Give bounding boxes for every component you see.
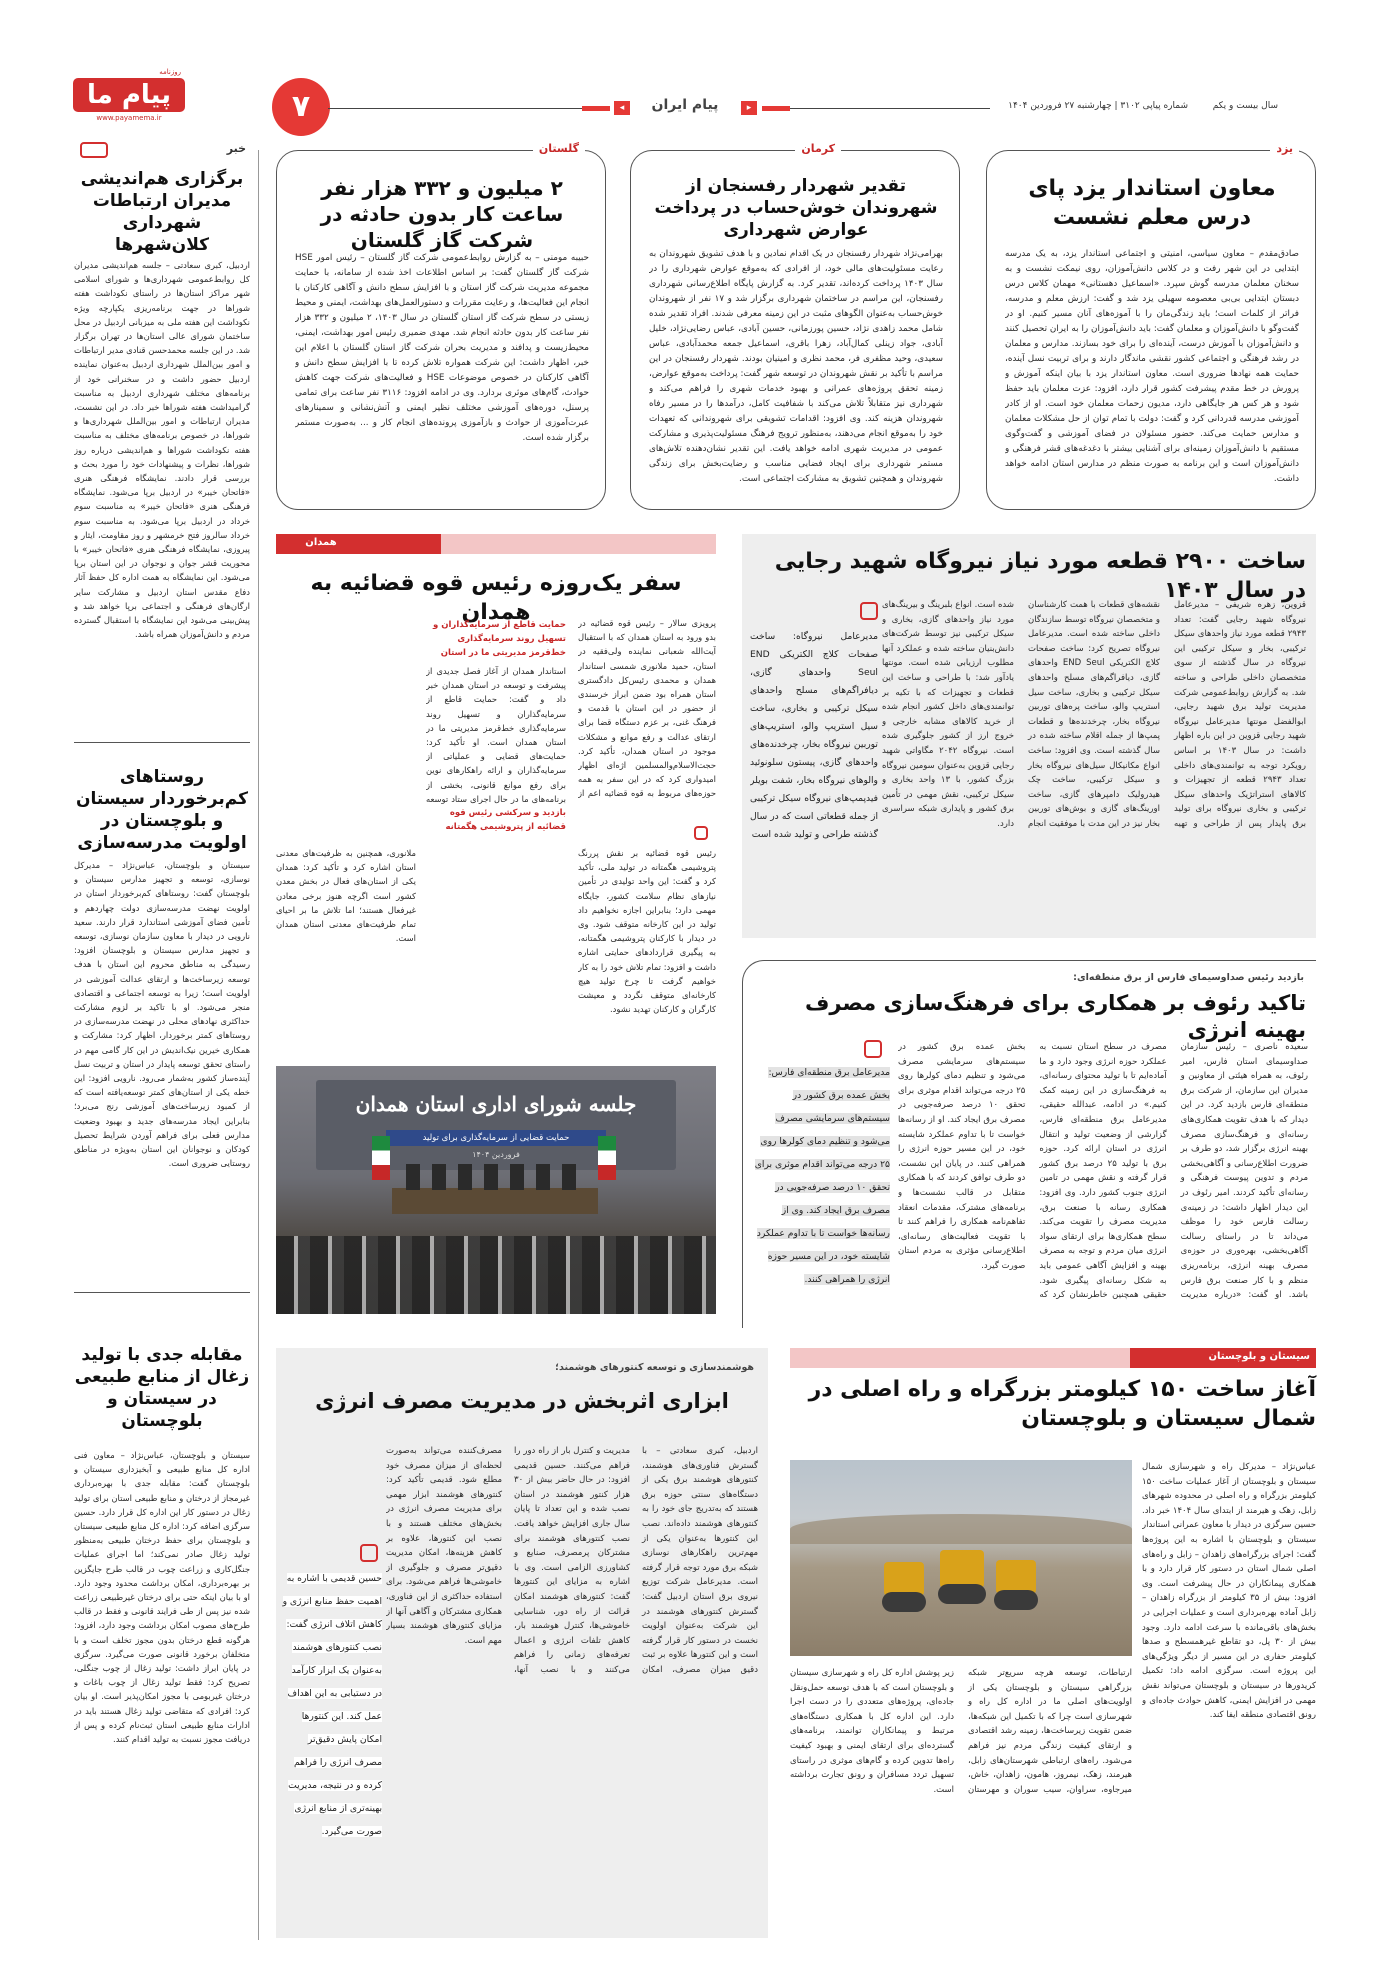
flag-icon: [598, 1136, 616, 1180]
article-body: سعیده ناصری – رئیس سازمان صداوسیمای استان فارس، امیر رئوف، به همراه هیئتی از معاونین و مدیران این سازمان، از شرکت برق منطقه‌ای فارس بازدید کرد. در این دیدار که با هدف تقویت همکاری‌های رسانه‌ای و فرهنگ‌سازی مصرف بهینه انرژی برگزار شد، دو طرف بر ضرورت اطلاع‌رسانی و آگاهی‌بخشی مردم و تدوین پیوست فرهنگی و رسانه‌ای تأکید کردند. امیر رئوف در این دیدار اظهار داشت: در زمینه‌ی رسالت فارس خود را موظف می‌داند تا در راستای رسالت آگاهی‌بخشی، بهره‌وری در حوزه‌ی مصرف بهینه انرژی، برنامه‌ریزی منظم و با کار صنعت برق فارس باشد. او گفت: «درباره مدیریت مصرف در سطح استان نسبت به عملکرد حوزه انرژی وجود دارد و ما آماده‌ایم تا با تولید محتوای رسانه‌ای، به فرهنگ‌سازی در این زمینه کمک کنیم.» در ادامه، عبدالله حقیقی، مدیرعامل برق منطقه‌ای فارس، گزارشی از وضعیت تولید و انتقال انرژی در استان ارائه کرد. حوزه برق با تولید ۲۵ درصد برق کشور قرار گرفته و نقش مهمی در تامین انرژی جنوب کشور دارد. وی افزود: همکاری رسانه با صنعت برق، مدیریت مصرف را تقویت می‌کند. سطح همکاری‌ها برای ارتقای سواد انرژی میان مردم و توجه به مصرف بهینه و افزایش آگاهی عمومی باید به شکل رسانه‌ای پیگیری شود. حقیقی همچنین خاطرنشان کرد که بخش عمده برق کشور در سیستم‌های سرمایشی مصرف می‌شود و تنظیم دمای کولرها روی ۲۵ درجه می‌تواند اقدام موثری برای تحقق ۱۰ درصد صرفه‌جویی در مصرف برق ایجاد کند. او از رسانه‌ها خواست تا با تداوم عملکرد شایسته خود، در این مسیر حوزه انرژی را همراهی کنند. در پایان این نشست، دو طرف توافق کردند که با همکاری متقابل در قالب نشست‌ها و برنامه‌های مشترک، مقدمات انعقاد تفاهم‌نامه همکاری را فراهم کنند تا با تقویت فعالیت‌های رسانه‌ای، اطلاع‌رسانی مؤثری به مردم استان صورت گیرد.: [898, 1042, 1308, 1301]
quote-text: مدیرعامل برق منطقه‌ای فارس: بخش عمده برق کشور در سیستم‌های سرمایشی مصرف می‌شود و تنظیم دمای کولرها روی ۲۵ درجه می‌تواند اقدام موثری برای تحقق ۱۰ درصد صرفه‌جویی در مصرف برق ایجاد کند. وی از رسانه‌ها خواست تا با تداوم عملکرد شایسته خود، در این مسیر حوزه انرژی را همراهی کنند.: [754, 1067, 890, 1285]
article-title: سفر یک‌روزه رئیس قوه قضائیه به همدان: [310, 571, 682, 625]
article-quote-1: حمایت قاطع از سرمایه‌گذاران و تسهیل روند سرمایه‌گذاری خط‌قرمز مدیریتی ما در استان: [433, 620, 566, 658]
article-body: حبیبه مومنی – به گزارش روابط‌عمومی شرکت گاز گلستان – رئیس امور HSE شرکت گاز گلستان گفت: بر اساس اطلاعات اخذ شده از سامانه، با حمایت مجموعه مدیریت شرکت گاز استان و با افزایش سطح دانش و آگاهی کارکنان با انجام این فعالیت‌ها، و رعایت مقررات و دستورالعمل‌های بهداشت، ایمنی و محیط زیستی در سطح شرکت گاز استان گلستان در سال ۱۴۰۳، ۲ میلیون و ۳۳۲ هزار نفر ساعت کار بدون حادثه انجام شد. مهدی ضمیری رئیس امور بهداشت، ایمنی، محیط‌زیست و پدافند و مدیریت بحران شرکت گاز استان گلستان با اعلام این خبر، اظهار داشت: این شرکت همواره تلاش کرده تا با افزایش سطح دانش و آگاهی کارکنان در خصوص موضوعات HSE و فعالیت‌های شرکت جهت کاهش حوادث، گام‌های موثری بردارد. وی در ادامه افزود: ۳۱۱۶ نفر ساعت برای تمامی پرسنل، دوره‌های آموزشی مختلف نظیر ایمنی و آتش‌نشانی و سمینارهای عبرت‌آموزی از حوادث و بازآموزی پرونده‌های انجام کار و ... به‌صورت مستمر برگزار شده است.: [295, 253, 589, 443]
road-roller: [884, 1562, 924, 1596]
article-title: معاون استاندار یزد پای درس معلم نشست: [1028, 176, 1276, 230]
article-tag: سیستان و بلوچستان: [1208, 1351, 1310, 1362]
audience: [276, 1236, 716, 1314]
article-body-2: رئیس قوه قضائیه بر نقش پررنگ پتروشیمی هگمتانه در تولید ملی، تأکید کرد و گفت: این واحد تولیدی در تأمین نیازهای نظام سلامت کشور، جایگاه مهمی دارد؛ بنابراین اجازه نخواهیم داد تولید در این کارخانه متوقف شود. وی در دیدار با کارکنان پتروشیمی هگمتانه، به پیگیری قراردادهای حمایتی اشاره داشت و افزود: تمام تلاش خود را به کار خواهیم گرفت تا چرخ تولید هیچ کارخانه‌ای متوقف نگردد و معیشت کارگران و کارکنان تهدید نشود.: [578, 848, 716, 1015]
article-quote: [282, 1566, 382, 1886]
logo-url: www.payamema.ir: [96, 114, 162, 122]
article-tag: یزد: [1270, 142, 1299, 155]
article-body: سیستان و بلوچستان، عباس‌نژاد – مدیرکل نوسازی، توسعه و تجهیز مدارس سیستان و بلوچستان گفت: روستاهای کم‌برخوردار استان در اولویت نهضت مدرسه‌سازی دولت چهاردهم و تأمین فضای آموزشی استاندارد قرار دارند. سعید نارویی در دیدار با معاون سازمان نوسازی، توسعه و تجهیز مدارس سیستان و بلوچستان افزود: رسیدگی به مناطق محروم این استان با هدف توسعه زیرساخت‌ها و ارتقای عدالت آموزشی در اولویت است؛ زیرا به توسعه اجتماعی و اقتصادی منجر می‌شود. او با تاکید بر لزوم مشارکت حداکثری نهادهای محلی در نهضت مدرسه‌سازی در روستاهای کمتر برخوردار، اظهار کرد: مشارکت و همکاری خیرین نیک‌اندیش در این کار گامی مهم در راستای تحقق توسعه پایدار در استان و تربیت نسل آینده‌ساز کشور به‌شمار می‌رود. نارویی افزود: این خطه یکی از استان‌های کمتر توسعه‌یافته است که از کمبود زیرساخت‌های آموزشی رنج می‌برد؛ بنابراین ایجاد مدرسه‌های جدید و بهبود وضعیت مدارس فعلی برای فراهم آوردن شرایط تحصیل کودکان و نوجوانان این استان به‌ویژه در مناطق روستایی ضروری است.: [74, 860, 250, 1169]
page-number: ۷: [291, 89, 311, 124]
article-khabar: [74, 140, 250, 720]
article-body-3b: [276, 618, 416, 842]
flag-icon: [372, 1136, 390, 1180]
article-title: ابزاری اثربخش در مدیریت مصرف انرژی: [315, 1389, 729, 1413]
header-accent-right: [762, 106, 790, 111]
quote-icon: [360, 1544, 378, 1562]
article-golestan: [276, 142, 606, 510]
article-title: تقدیر شهردار رفسنجان از شهروندان خوش‌حساب در پرداخت عوارض شهرداری: [654, 176, 938, 241]
divider: [74, 1292, 250, 1293]
photo-banner-date: فروردین ۱۴۰۴: [472, 1150, 520, 1159]
road-roller: [940, 1550, 984, 1588]
hills: [790, 1514, 1132, 1544]
article-body-1: پرویزی سالار – رئیس قوه قضائیه در بدو ورود به استان همدان که با استقبال آیت‌الله شعبانی نماینده ولی‌فقیه در استان، حمید ملانوری شمسی استاندار همدان و محمدی رئیس‌کل دادگستری استان همراه بود ضمن ابراز خرسندی از حضور در این استان با قدمت و فرهنگ غنی، بر عزم دستگاه قضا برای ارتقای عدالت و رفع موانع و مشکلات موجود در استان همدان، تأکید کرد. حجت‌الاسلام‌والمسلمین اژه‌ای اظهار امیدواری کرد که در این سفر به همه حوزه‌های مربوط به قوه قضائیه اعم از: [578, 618, 716, 799]
photo-banner-subtitle: حمایت قضایی از سرمایه‌گذاری برای تولید: [386, 1130, 606, 1146]
article-title: آغاز ساخت ۱۵۰ کیلومتر بزرگراه و راه اصلی در شمال سیستان و بلوچستان: [808, 1377, 1316, 1431]
article-title: تاکید رئوف بر همکاری برای فرهنگ‌سازی مصرف بهینه انرژی: [805, 991, 1306, 1043]
photo-banner-title: جلسه شورای اداری استان همدان: [355, 1092, 637, 1116]
section-title-text: پیام ایران: [651, 97, 719, 113]
article-body-2: ارتباطات، توسعه هرچه سریع‌تر شبکه بزرگراهی سیستان و بلوچستان یکی از اولویت‌های اصلی ما در اداره کل راه و شهرسازی است چرا که با تکمیل این شبکه‌ها، ضمن تقویت زیرساخت‌ها، زمینه رشد اقتصادی و ارتقای کیفیت زندگی مردم نیز فراهم می‌شود. راه‌های ارتباطی شهرستان‌های زابل، هیرمند، زهک، نیمروز، هامون، زاهدان، خاش، میرجاوه، سراوان، سیب سوران و مهرستان زیر پوشش اداره کل راه و شهرسازی سیستان و بلوچستان است که با هدف توسعه حمل‌ونقل جاده‌ای، پروژه‌های متعددی را در دست اجرا دارد. این اداره کل با همکاری دستگاه‌های مرتبط و پیمانکاران توانمند، برنامه‌های گسترده‌ای برای ارتقای ایمنی و بهبود کیفیت راه‌ها تدوین کرده و گام‌های موثری در راستای تسهیل تردد مسافران و رونق تجارت برداشته است.: [790, 1668, 1132, 1795]
logo-text: پیام ما: [86, 80, 172, 110]
article-rajaee: [742, 534, 1316, 938]
nav-next-icon[interactable]: ▸: [741, 101, 757, 115]
article-title: روستاهای کم‌برخوردار سیستان و بلوچستان در اولویت مدرسه‌سازی: [76, 767, 248, 854]
article-title: مقابله جدی با تولید زغال از منابع طبیعی در سیستان و بلوچستان: [74, 1345, 250, 1432]
quote-icon: [694, 826, 708, 840]
roller-drum: [994, 1590, 1038, 1610]
article-villages: [74, 754, 250, 1294]
article-fars: [742, 960, 1316, 1328]
road-construction-photo: [790, 1460, 1132, 1656]
hamedan-photo: [276, 1066, 716, 1314]
officials-row: [406, 1164, 586, 1190]
article-tag: گلستان: [533, 142, 585, 155]
article-body: صادق‌مقدم – معاون سیاسی، امنیتی و اجتماعی استاندار یزد، به یک مدرسه ابتدایی در این شهر رفت و در کلاس دانش‌آموزان، روی نیمکت نشست و به سخنان معلمان مدرسه گوش سپرد. «اسماعیل دهستانی» مهمان کلاس درس دبستان ابتدایی بی‌بی معصومه سهیلی یزد شد و گفت: ارزش معلم و مدرسه، فراتر از کلمات است؛ باید زندگی‌مان را با آموزه‌های آنان مسیر کنیم. او در گفت‌وگو با دانش‌آموزان و معلمان گفت: باید دانش‌آموزان را به ایران تحصیل کنند و دانش‌آموزان با آموزش درست، آینده‌ای را برای خود بسازند. مدارس و معلمان در رشد فرهنگی و اجتماعی کشور نقشی ماندگار دارند و برای تربیت نسل آینده، حمایت همه نهادها ضروری است. معاون استاندار یزد با بیان اینکه آموزش و پرورش در خط مقدم پیشرفت کشور قرار دارد، افزود: عزت معلمان باید حفظ شود و هر کس هر جایگاهی دارد، مدیون زحمات معلمان خود است. او از کادر آموزشی مدرسه قدردانی کرد و گفت: دولت با تمام توان از حل مشکلات معلمان و مدارس حمایت می‌کند. حضور مسئولان در فضای آموزشی و گفت‌وگوی مستقیم با دانش‌آموزان زمینه‌ای برای آشنایی بیشتر با دغدغه‌های قشر فرهنگی و دانش‌آموزان است و این برنامه به صورت منظم در مدارس استان ادامه خواهد داشت.: [1005, 249, 1299, 484]
issue-date: شماره پیاپی ۳۱۰۲ | چهارشنبه ۲۷ فروردین ۱۴۰۴: [1008, 101, 1188, 111]
article-body: بهرامی‌نژاد شهردار رفسنجان در یک اقدام نمادین و با هدف تشویق شهروندان به رعایت مسئولیت‌های مالی خود، از افرادی که به‌موقع عوارض شهرداری را در سال ۱۴۰۳ پرداخت کرده‌اند، تقدیر کرد. به گزارش پایگاه اطلاع‌رسانی شهرداری رفسنجان، این مراسم در ساختمان شهرداری برگزار شد و ۱۷ نفر از شهروندان خوش‌حساب به‌عنوان الگوهای مثبت در این زمینه معرفی شدند. افراد تقدیر شده شامل محمد زاهدی نژاد، حسین پورزمانی، حسین آبادی، عباس رضایی‌نژاد، خلیل آبادی، جواد زینلی کمال‌آباد، زهرا باقری، اسماعیل جمعه محمدآبادی، عباس سعیدی، وحید مظفری فر، محمد نظری و امینیان بودند. شهردار رفسنجان در این مراسم با تأکید بر نقش شهروندان در توسعه شهر گفت: پرداخت به‌موقع عوارض، زمینه تحقق پروژه‌های عمرانی و بهبود خدمات شهری را فراهم می‌کند و شهرداری نیز متقابلاً تلاش می‌کند با شفافیت کامل، درآمدها را در مسیر رفاه شهروندان هزینه کند. وی افزود: اقدامات تشویقی برای شهروندانی که تعهدات خود را به‌موقع انجام می‌دهند، به‌منظور ترویج فرهنگ مسئولیت‌پذیری و مشارکت عمومی در مدیریت شهری ادامه خواهد یافت. این تقدیر نشان‌دهنده تلاش‌های مستمر شهرداری برای ایجاد فضایی مناسب و رضایت‌بخش برای زندگی شهروندان و همچنین تشویق به مشارکت اجتماعی است.: [649, 249, 943, 484]
article-kicker: بازدید رئیس صداوسیمای فارس از برق منطقه‌ای:: [1073, 972, 1304, 983]
article-hamedan: [276, 534, 716, 1054]
quote-icon: [864, 1040, 882, 1058]
road-roller: [996, 1560, 1036, 1594]
head-table: [392, 1188, 598, 1214]
quote-text: حسین قدیمی با اشاره به اهمیت حفظ منابع انرژی و کاهش اتلاف انرژی گفت: نصب کنتورهای هوشمند به‌عنوان یک ابزار کارآمد در دستیابی به این اهداف عمل کند. این کنتورها امکان پایش دقیق‌تر مصرف انرژی را فراهم کرده و در نتیجه، مدیریت بهینه‌تری از منابع انرژی صورت می‌گیرد.: [282, 1573, 382, 1837]
article-body-1: عباس‌نژاد – مدیرکل راه و شهرسازی شمال سیستان و بلوچستان از آغاز عملیات ساخت ۱۵۰ کیلومتر بزرگراه و راه اصلی در محدوده شهرهای زابل، زهک و هیرمند از ابتدای سال ۱۴۰۴ خبر داد. حسین سرگزی در دیدار با معاون عمرانی استاندار سیستان و بلوچستان با اشاره به این پروژه‌ها گفت: اجرای بزرگراه‌های زاهدان – زابل و راه‌های اصلی شمال استان در دستور کار قرار دارد و با همکاری پیمانکاران در حال پیشرفت است. وی افزود: بیش از ۳۵ کیلومتر از بزرگراه زاهدان – زابل آماده بهره‌برداری است و عملیات اجرایی در بخش‌های باقی‌مانده با سرعت ادامه دارد. وجود بیش از ۳۰ پل، دو تقاطع غیرهمسطح و صدها کیلومتر حفاری در این مسیر از دیگر ویژگی‌های این پروژه است. سرگزی ادامه داد: تکمیل کریدورها در سیستان و بلوچستان می‌تواند نقش مهمی در افزایش ایمنی، کاهش حوادث جاده‌ای و رونق اقتصادی منطقه ایفا کند.: [1142, 1462, 1316, 1721]
article-charcoal: [74, 1300, 250, 1940]
khabar-logo-icon: [80, 142, 108, 158]
article-quote: مدیرعامل نیروگاه: ساخت صفحات کلاچ الکتریکی END Seul واحدهای گازی، دیافراگم‌های مسلح واحدهای سیکل ترکیبی و بخاری، ساخت سیل استریپ والو، استریپ‌های توربین نیروگاه بخار، چرخدنده‌های واحدهای گازی، پیستون سلونوئید والوهای نیروگاه بخار، شفت بویلر فیدپمپ‌های نیروگاه سیکل ترکیبی از جمله قطعاتی است که در سال گذشته طراحی و تولید شده است: [750, 631, 878, 840]
article-title: برگزاری هم‌اندیشی مدیران ارتباطات شهرداری کلان‌شهرها: [80, 169, 244, 256]
article-kicker: هوشمندسازی و توسعه کنتورهای هوشمند؛: [555, 1362, 754, 1373]
nav-prev-icon[interactable]: ◂: [614, 101, 630, 115]
article-kerman: [630, 142, 960, 510]
header-accent-left: [582, 106, 610, 111]
quote-icon: [860, 602, 878, 620]
article-body: قزوین، زهره شریفی – مدیرعامل نیروگاه شهید رجایی گفت: تعداد ۲۹۴۳ قطعه مورد نیاز واحدهای سیکل ترکیبی، بخار و سیکل ترکیبی این نیروگاه در سال گذشته از سوی متخصصان داخلی طراحی و ساخته شد. به گزارش روابط‌عمومی شرکت مدیریت تولید برق شهید رجایی، ابوالفضل مونتها مدیرعامل نیروگاه شهید رجایی قزوین در این باره اظهار داشت: در سال ۱۴۰۳ بر اساس رویکرد توجه به توانمندی‌های داخلی تعداد ۲۹۴۳ قطعه از تجهیزات و کالاهای استراتژیک واحدهای سیکل ترکیبی و بخاری نیروگاه برای تولید برق پایدار پس از طراحی و تهیه نقشه‌های قطعات با همت کارشناسان و متخصصان نیروگاه توسط سازندگان داخلی ساخته شده است. مدیرعامل نیروگاه تصریح کرد: ساخت صفحات کلاچ الکتریکی END Seul واحدهای گازی، دیافراگم‌های مسلح واحدهای سیکل ترکیبی و بخاری، ساخت سیل استریپ والو، ساخت پره‌های توربین نیروگاه بخار، چرخدنده‌ها و قطعات پمپ‌ها از جمله اقلام ساخته شده در سال گذشته است. وی افزود: ساخت انواع مکانیکال سیل‌های نیروگاه بخار و سیکل ترکیبی، ساخت چک هیدرولیک دامپرهای گازی، ساخت اورینگ‌های گازی و بوش‌های توربین بخار نیز در این مدت با موفقیت انجام شده است. انواع بلبرینگ و بیرینگ‌های مورد نیاز واحدهای گازی، بخاری و سیکل ترکیبی نیز توسط شرکت‌های دانش‌بنیان ساخته شده و عملکرد آنها مطلوب ارزیابی شده است. مونتها یادآور شد: با طراحی و ساخت این قطعات و تجهیزات که با تکیه بر توانمندی‌های داخل کشور انجام شده از خرید کالاهای مشابه خارجی و خروج ارز از کشور جلوگیری شده است. نیروگاه ۲۰۴۲ مگاواتی شهید رجایی قزوین به‌عنوان سومین نیروگاه بزرگ کشور، با ۱۳ واحد بخاری و سیکل ترکیبی، نقش مهمی در تأمین برق کشور و پایداری شبکه سراسری دارد.: [882, 600, 1306, 829]
year-issue: سال بیست و یکم: [1212, 101, 1278, 111]
masthead: [0, 0, 1378, 140]
article-title: ساخت ۲۹۰۰ قطعه مورد نیاز نیروگاه شهید رجایی در سال ۱۴۰۳: [774, 549, 1306, 603]
article-body-3: استاندار همدان از آغاز فصل جدیدی از پیشرفت و توسعه در استان همدان خبر داد و گفت: حمایت قاطع از سرمایه‌گذاران و تسهیل روند سرمایه‌گذاری خط‌قرمز مدیریتی ما در استان همدان است. او تأکید کرد: حمایت‌های قضایی و عملیاتی از سرمایه‌گذاران و ارائه راهکارهای نوین برای رفع موانع قانونی، بخشی از برنامه‌های ما در حال اجرای ستاد توسعه: [426, 666, 566, 804]
article-tag: همدان: [305, 537, 337, 548]
article-energy: [276, 1348, 768, 1938]
article-tag: کرمان: [795, 142, 841, 155]
article-quote: [750, 1060, 890, 1314]
roller-drum: [882, 1592, 926, 1612]
article-quote-2: بازدید و سرکشی رئیس قوه قضائیه از پتروشیمی هگمتانه: [445, 808, 566, 832]
left-column-rule: [258, 150, 259, 1940]
article-body: اردبیل، کبری سعادتی – جلسه هم‌اندیشی مدیران کل روابط‌عمومی شهرداری‌ها و شورای اسلامی شهر مراکز استان‌ها در راستای نکوداشت هفته شوراها در جهت برنامه‌ریزی یکپارچه ویژه نکوداشت این هفته ملی به میزبانی اردبیل در محل ساختمان شورای عالی استان‌ها در تهران برگزار شد. در این جلسه محمدحسن قنادی مدیر ارتباطات و امور بین‌الملل شهرداری اردبیل به‌عنوان نماینده اردبیل حضور داشت و در سخنرانی خود از برنامه‌های مختلف شهرداری اردبیل به مناسبت گرامیداشت هفته شوراها خبر داد. در این نشست، مدیران ارتباطات و امور بین‌الملل شهرداری‌ها و شوراها، در خصوص برنامه‌های مختلف به مناسبت هفته نکوداشت شوراها و هم‌اندیشی درباره روز شوراها، نظرات و پیشنهادات خود را مورد بحث و بررسی قرار دادند. نمایشگاه فرهنگی هنری «فاتحان خیبر» در اردبیل برپا می‌شود. نمایشگاه فرهنگی هنری «فاتحان خیبر» به مناسبت سوم خرداد در اردبیل برپا می‌شود. به مناسبت سوم خرداد سالروز فتح خرمشهر و روز مقاومت، ایثار و پیروزی، نمایشگاه فرهنگی هنری «فاتحان خیبر» با محوریت قشر جوان و نوجوان در این استان برپا می‌شود. این نمایشگاه به همت اداره کل حفظ آثار دفاع مقدس استان اردبیل و مشارکت سایر ارگان‌های فرهنگی و اجتماعی برپا خواهد شد و پیش‌بینی می‌شود این نمایشگاه با استقبال گسترده مردم و دانش‌آموزان همراه باشد.: [74, 260, 250, 640]
article-yazd: [986, 142, 1316, 510]
article-sistan-road: [790, 1348, 1316, 1938]
divider: [74, 742, 250, 743]
article-tag: خبر: [226, 142, 246, 155]
article-body-4: ملانوری، همچنین به ظرفیت‌های معدنی استان اشاره کرد و تأکید کرد: همدان یکی از استان‌های فعال در بخش معدن کشور است اگرچه هنوز برخی معادن غیرفعال هستند؛ اما تلاش ما بر احیای تمام ظرفیت‌های معدنی استان همدان است.: [276, 848, 416, 944]
article-body: سیستان و بلوچستان، عباس‌نژاد – معاون فنی اداره کل منابع طبیعی و آبخیزداری سیستان و بلوچستان گفت: مقابله جدی با بهره‌برداری غیرمجاز از درختان و منابع طبیعی استان برای تولید زغال در دستور کار این اداره کل قرار دارد. حسین سرگزی اضافه کرد: اداره کل منابع طبیعی سیستان و بلوچستان برای حفظ درختان طبیعی به‌منظور تولید زغال صادر نمی‌کند؛ اما اجرای عملیات جنگل‌کاری و زراعت چوب در قالب طرح جایگزین بر بهره‌برداری، امکان برداشت محدود وجود دارد. او با بیان اینکه حتی برای درختان غیرطبیعی زراعت شده نیز پس از طی فرایند قانونی و فقط در قالب طرح‌های مصوب امکان برداشت وجود دارد، افزود: هرگونه قطع درختان بدون مجوز تخلف است و با متخلفان برخورد قانونی صورت می‌گیرد. سرگزی در پایان ابراز داشت: تولید زغال از چوب جنگلی، تصریح کرد: فقط تولید زغال از چوب باغات و درختان غیربومی با مجوز امکان‌پذیر است. او بیان کرد: افرادی که متقاضی تولید زغال هستند باید در ادارات منابع طبیعی استان ثبت‌نام کرده و پس از دریافت مجوز نسبت به تولید اقدام کنند.: [74, 1450, 250, 1745]
article-title: ۲ میلیون و ۳۳۲ هزار نفر ساعت کار بدون حادثه در شرکت گاز گلستان: [320, 176, 564, 252]
roller-drum: [938, 1584, 986, 1604]
logo-small-label: روزنامه: [159, 68, 181, 76]
article-body: اردبیل، کبری سعادتی – با گسترش فناوری‌های هوشمند، کنتورهای هوشمند برق یکی از دستگاه‌های سنتی حوزه برق هستند که به‌تدریج جای خود را به کنتورهای هوشمند داده‌اند. نصب این کنتورها به‌عنوان یکی از مهم‌ترین راهکارهای نوسازی شبکه برق مورد توجه قرار گرفته است. مدیرعامل شرکت توزیع نیروی برق استان اردبیل گفت: گسترش کنتورهای هوشمند در این شرکت به‌عنوان اولویت نخست در دستور کار قرار گرفته است و این کنتورها علاوه بر ثبت دقیق میزان مصرف، امکان مدیریت و کنترل بار از راه دور را فراهم می‌کنند. حسین قدیمی افزود: در حال حاضر بیش از ۳۰ هزار کنتور هوشمند در استان نصب شده و این تعداد تا پایان سال جاری افزایش خواهد یافت. نصب کنتورهای هوشمند برای مشترکان پرمصرف، صنایع و کشاورزی الزامی است. وی با اشاره به مزایای این کنتورها گفت: کنتورهای هوشمند امکان قرائت از راه دور، شناسایی خاموشی‌ها، کنترل هوشمند بار، کاهش تلفات انرژی و اعمال تعرفه‌های زمانی را فراهم می‌کنند و با نصب آنها، مصرف‌کننده می‌تواند به‌صورت لحظه‌ای از میزان مصرف خود مطلع شود. قدیمی تأکید کرد: کنتورهای هوشمند ابزار مهمی برای مدیریت مصرف انرژی در بخش‌های مختلف هستند و با نصب این کنتورها، علاوه بر کاهش هزینه‌ها، امکان مدیریت دقیق‌تر مصرف و جلوگیری از خاموشی‌ها فراهم می‌شود. برای استفاده حداکثری از این فناوری، همکاری مشترکان و آگاهی آنها از مزایای کنتورهای هوشمند بسیار مهم است.: [386, 1446, 758, 1675]
newspaper-logo: [73, 68, 185, 126]
